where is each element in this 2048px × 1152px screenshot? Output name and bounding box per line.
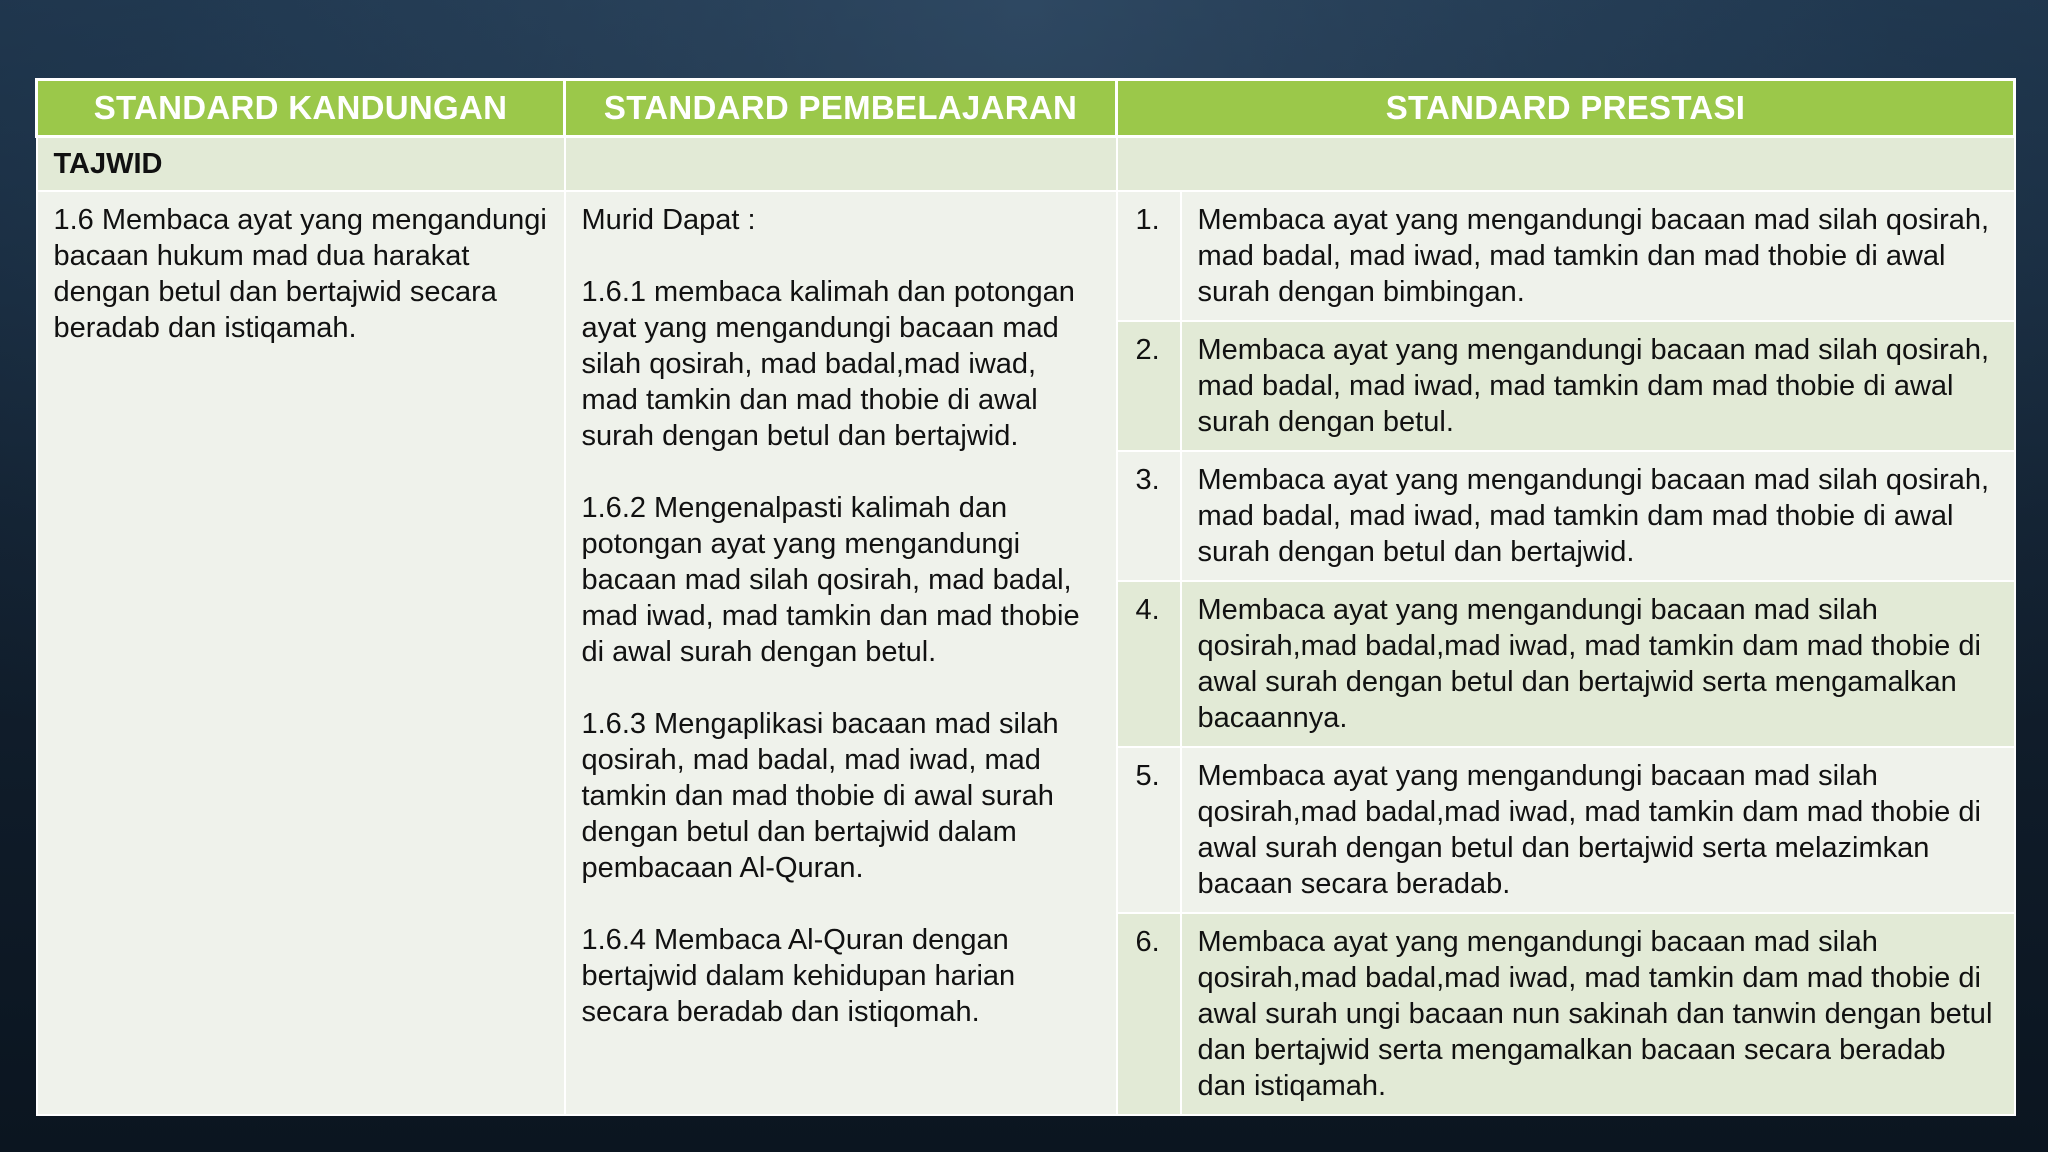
achievement-text: Membaca ayat yang mengandungi bacaan mad silah qosirah,mad badal,mad iwad, mad tamkin dam mad thobie di awal surah dengan betul dan bertajwid serta melazimkan bacaan secara beradab. (1181, 747, 2015, 913)
header-row (37, 80, 2015, 137)
achievement-text: Membaca ayat yang mengandungi bacaan mad silah qosirah, mad badal, mad iwad, mad tamkin dam mad thobie di awal surah dengan betul dan bertajwid. (1181, 451, 2015, 581)
achievement-number: 2. (1117, 321, 1181, 451)
learning-standard-cell (565, 191, 1117, 1115)
topic-row-empty-cell (565, 137, 1117, 192)
topic-row (37, 137, 2015, 192)
achievement-number: 5. (1117, 747, 1181, 913)
achievement-text: Membaca ayat yang mengandungi bacaan mad silah qosirah,mad badal,mad iwad, mad tamkin dam mad thobie di awal surah ungi bacaan nun sakinah dan tanwin dengan betul dan bertajwid serta mengamalkan bacaan secara beradab dan istiqamah. (1181, 913, 2015, 1115)
learning-item: 1.6.3 Mengaplikasi bacaan mad silah qosirah, mad badal, mad iwad, mad tamkin dan mad thobie di awal surah dengan betul dan bertajwid dalam pembacaan Al-Quran. (581, 708, 1059, 884)
achievement-text: Membaca ayat yang mengandungi bacaan mad silah qosirah, mad badal, mad iwad, mad tamkin dam mad thobie di awal surah dengan betul. (1181, 321, 2015, 451)
table-row (37, 191, 2015, 321)
header-standard-prestasi: STANDARD PRESTASI (1117, 80, 2015, 137)
achievement-number: 4. (1117, 581, 1181, 747)
learning-item: 1.6.4 Membaca Al-Quran dengan bertajwid dalam kehidupan harian secara beradab dan istiqomah. (581, 924, 1016, 1028)
learning-item: 1.6.1 membaca kalimah dan potongan ayat yang mengandungi bacaan mad silah qosirah, mad badal,mad iwad, mad tamkin dan mad thobie di awal surah dengan betul dan bertajwid. (581, 276, 1075, 452)
standards-table (35, 78, 2016, 1116)
learning-item: 1.6.2 Mengenalpasti kalimah dan potongan ayat yang mengandungi bacaan mad silah qosirah, mad badal, mad iwad, mad tamkin dan mad thobie di awal surah dengan betul. (581, 492, 1080, 668)
achievement-text: Membaca ayat yang mengandungi bacaan mad silah qosirah, mad badal, mad iwad, mad tamkin dan mad thobie di awal surah dengan bimbingan. (1181, 191, 2015, 321)
achievement-number: 1. (1117, 191, 1181, 321)
achievement-number: 3. (1117, 451, 1181, 581)
topic-label: TAJWID (37, 137, 565, 192)
topic-row-empty-cell (1117, 137, 2015, 192)
achievement-text: Membaca ayat yang mengandungi bacaan mad silah qosirah,mad badal,mad iwad, mad tamkin dam mad thobie di awal surah dengan betul dan bertajwid serta mengamalkan bacaannya. (1181, 581, 2015, 747)
content-standard-cell: 1.6 Membaca ayat yang mengandungi bacaan hukum mad dua harakat dengan betul dan bertajwid secara beradab dan istiqamah. (37, 191, 565, 1115)
header-standard-kandungan: STANDARD KANDUNGAN (37, 80, 565, 137)
header-standard-pembelajaran: STANDARD PEMBELAJARAN (565, 80, 1117, 137)
learning-intro: Murid Dapat : (581, 204, 756, 236)
achievement-number: 6. (1117, 913, 1181, 1115)
